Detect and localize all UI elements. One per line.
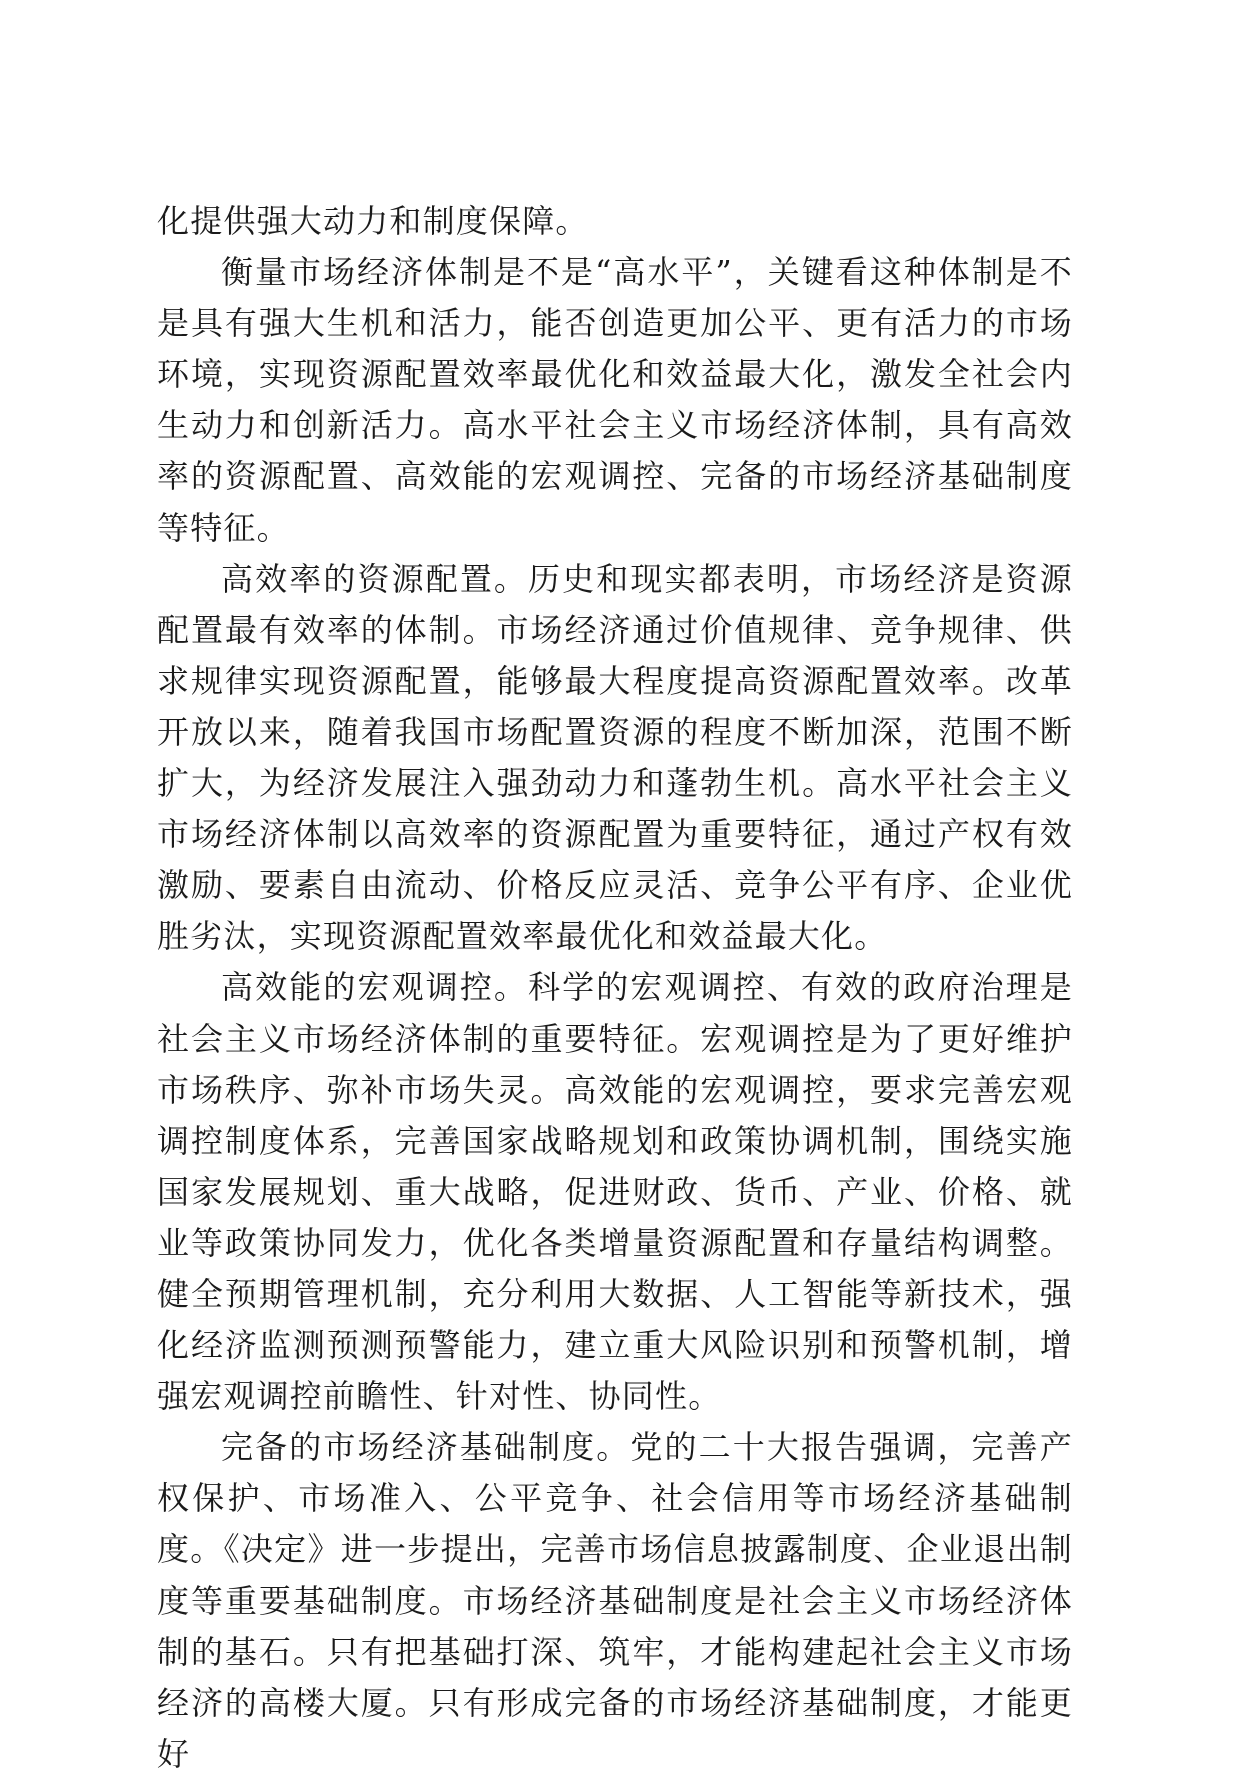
document-body <box>157 196 1073 1780</box>
paragraph-resource-allocation: 高效率的资源配置。历史和现实都表明，市场经济是资源配置最有效率的体制。市场经济通过价值规律、竞争规律、供求规律实现资源配置，能够最大程度提高资源配置效率。改革开放以来，随着我国市场配置资源的程度不断加深，范围不断扩大，为经济发展注入强劲动力和蓬勃生机。高水平社会主义市场经济体制以高效率的资源配置为重要特征，通过产权有效激励、要素自由流动、价格反应灵活、竞争公平有序、企业优胜劣汰，实现资源配置效率最优化和效益最大化。 <box>157 559 1073 956</box>
paragraph-macro-control: 高效能的宏观调控。科学的宏观调控、有效的政府治理是社会主义市场经济体制的重要特征。宏观调控是为了更好维护市场秩序、弥补市场失灵。高效能的宏观调控，要求完善宏观调控制度体系，完善国家战略规划和政策协调机制，围绕实施国家发展规划、重大战略，促进财政、货币、产业、价格、就业等政策协同发力，优化各类增量资源配置和存量结构调整。健全预期管理机制，充分利用大数据、人工智能等新技术，强化经济监测预测预警能力，建立重大风险识别和预警机制，增强宏观调控前瞻性、针对性、协同性。 <box>157 968 1073 1416</box>
paragraph-basic-institutions: 完备的市场经济基础制度。党的二十大报告强调，完善产权保护、市场准入、公平竞争、社会信用等市场经济基础制度。《决定》进一步提出，完善市场信息披露制度、企业退出制度等重要基础制度。市场经济基础制度是社会主义市场经济体制的基石。只有把基础打深、筑牢，才能构建起社会主义市场经济的高楼大厦。只有形成完备的市场经济基础制度，才能更好 <box>157 1428 1073 1773</box>
paragraph-measuring-high-level: 衡量市场经济体制是不是“高水平”，关键看这种体制是不是具有强大生机和活力，能否创造更加公平、更有活力的市场环境，实现资源配置效率最优化和效益最大化，激发全社会内生动力和创新活力。高水平社会主义市场经济体制，具有高效率的资源配置、高效能的宏观调控、完备的市场经济基础制度等特征。 <box>157 253 1073 547</box>
paragraph-continued: 化提供强大动力和制度保障。 <box>157 202 589 240</box>
